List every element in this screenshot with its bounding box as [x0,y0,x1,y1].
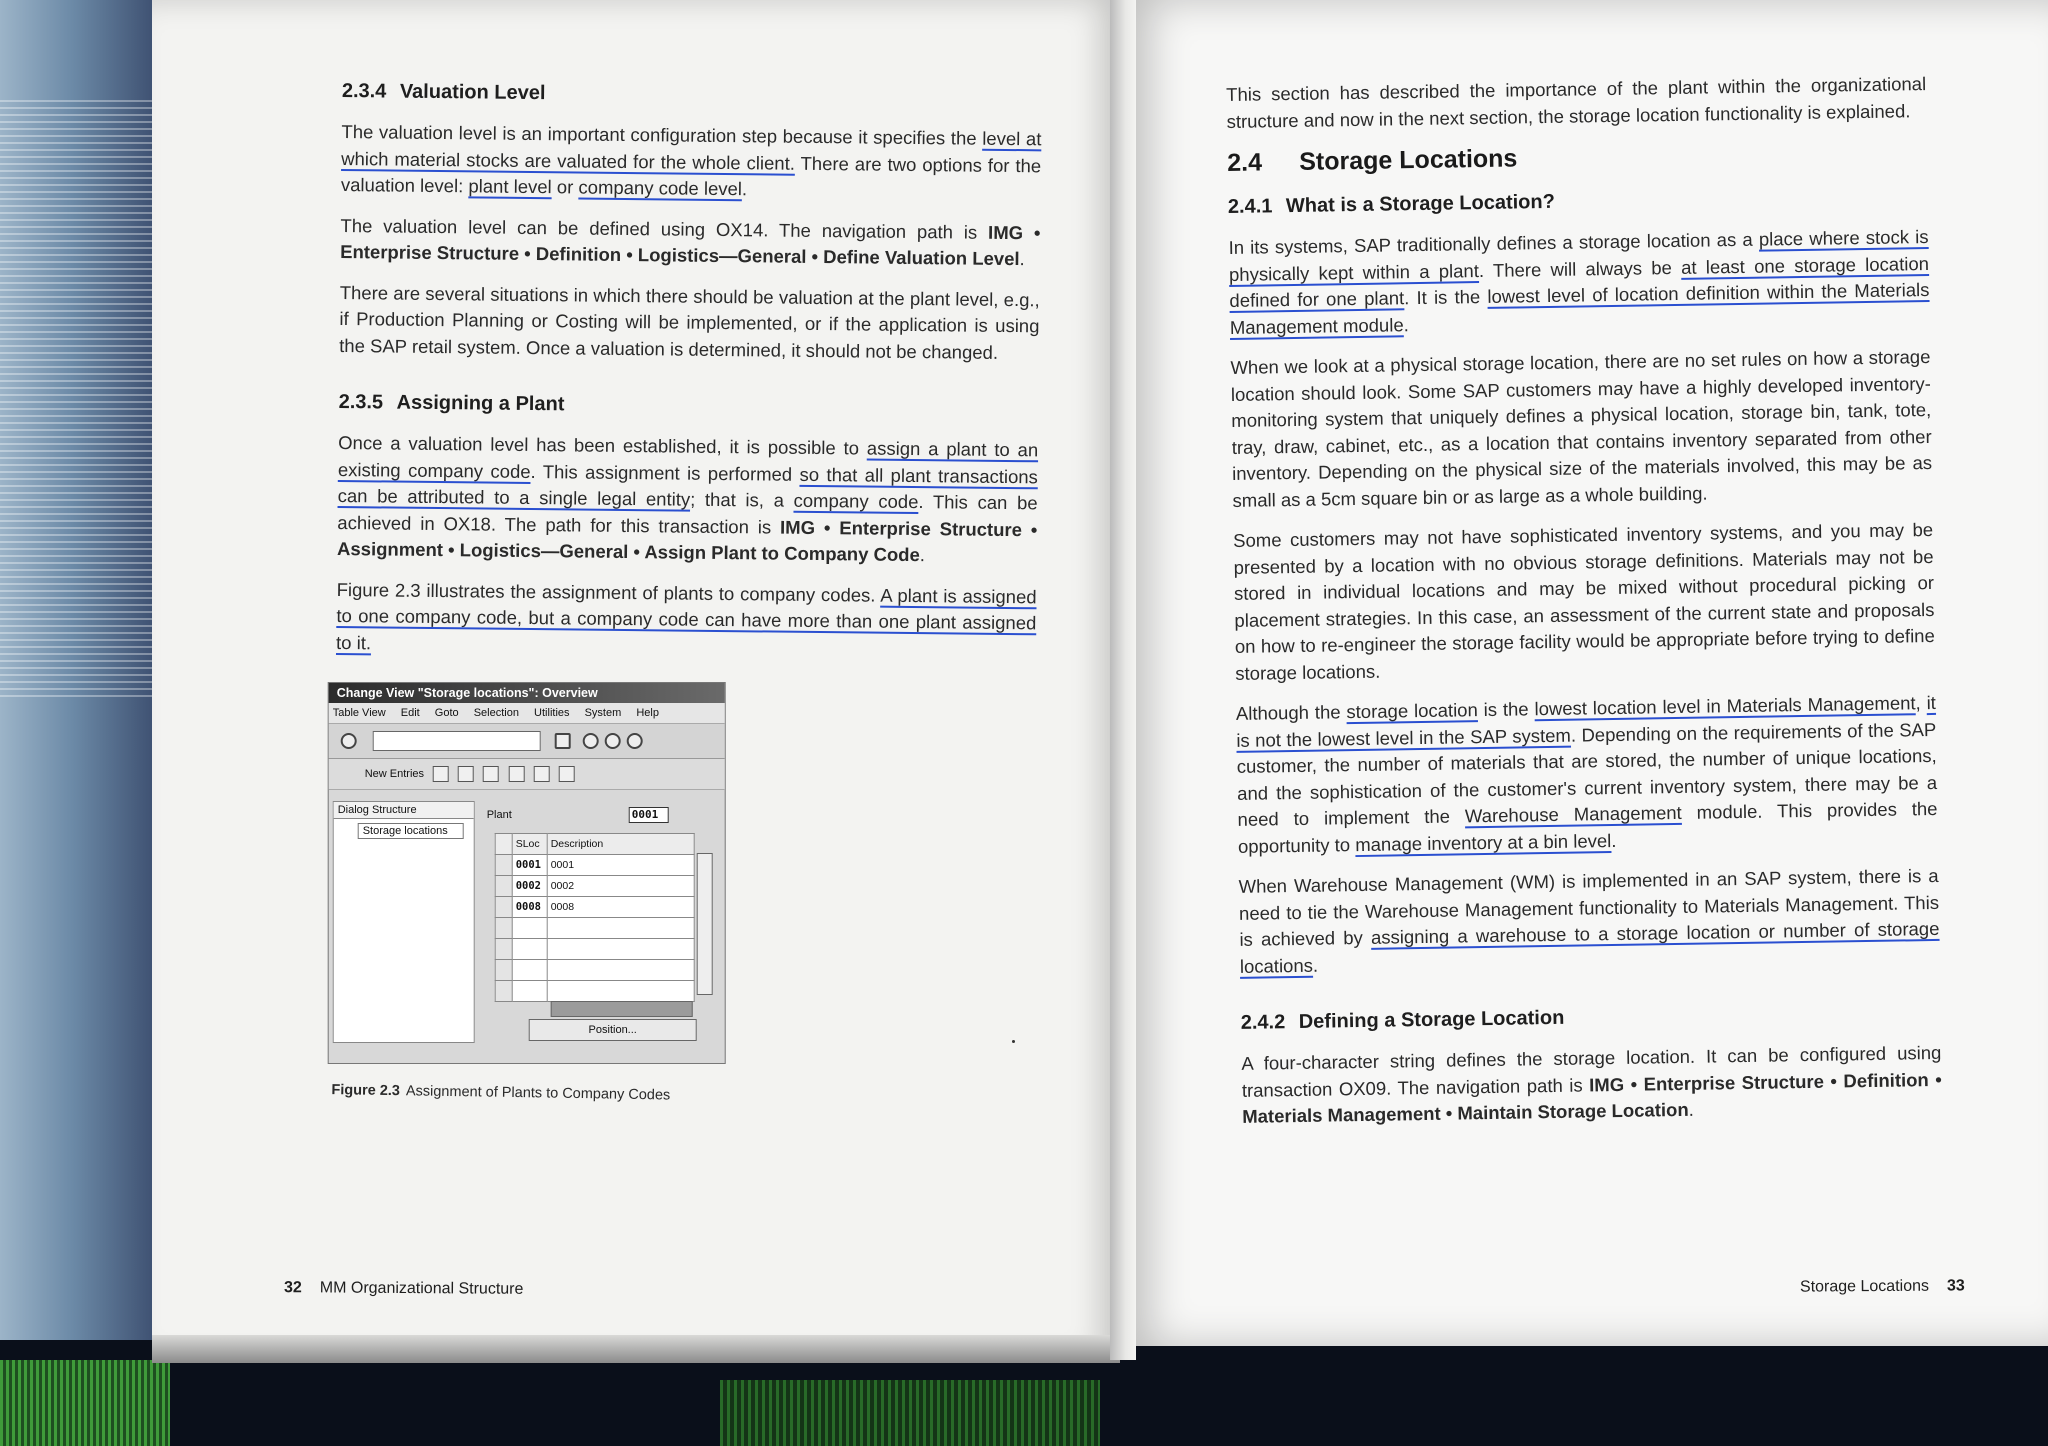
enter-icon [341,733,357,749]
underlined-text: lowest level of location definition within the Materials Management module [1229,278,1930,338]
heading-title: Storage Locations [1299,144,1518,176]
heading-title: Defining a Storage Location [1298,1006,1565,1033]
underlined-text: plant level [468,175,552,198]
menu-item-goto: Goto [434,706,459,719]
menu-item-utilities: Utilities [534,706,570,719]
paragraph: There are several situations in which there should be valuation at the plant level, e.g., if Production Planning or Costing will be implemented, or if the application is using the SAP retail system. Once a valuation is determined, it should not be changed. [339,281,1040,363]
delete-icon [458,766,474,782]
command-field [373,731,541,751]
plant-value-field: 0001 [629,807,669,823]
dialog-structure-tree [333,801,475,1043]
paragraph: The valuation level can be defined using OX14. The navigation path is IMG • Enterprise Structure • Definition • Logistics—General • Define Valuation Level. [340,214,1041,270]
running-title: Storage Locations [1799,1277,1930,1296]
paragraph: A four-character string defines the storage location. It can be configured using transaction OX09. The navigation path is IMG • Enterprise Structure • Definition • Materials Management • Maintain Storage Location. [1241,1041,1942,1127]
menu-item-help: Help [636,706,659,719]
caption-text: Assignment of Plants to Company Codes [405,1083,671,1104]
menu-bar [329,703,725,724]
menu-item-selection: Selection [473,706,519,719]
row-select-header [495,833,512,854]
storage-locations-panel [479,801,719,1041]
horizontal-scrollbar [551,1001,693,1017]
running-title: MM Organizational Structure [319,1279,524,1298]
storage-locations-table [495,833,695,1002]
deselect-icon [558,766,574,782]
menu-item-edit: Edit [400,706,420,719]
paragraph: The valuation level is an important configuration step because it specifies the level at which material stocks are valuated for the whole client. There are two options for the valuation level: plant level or company code level. [340,120,1042,200]
window-title: Change View "Storage locations": Overview [329,683,725,703]
column-header-sloc: SLoc [512,833,547,854]
description-cell: 0008 [547,896,694,917]
left-page-content [331,80,1042,1107]
heading-number: 2.3.5 [338,390,384,414]
table-row [495,875,694,896]
undo-icon [483,766,499,782]
underlined-text: at least one storage location defined for one plant [1229,252,1930,311]
page-speck [1012,1040,1015,1043]
table-row-empty [495,917,694,938]
underlined-text: assign a plant to an existing company code [337,437,1039,482]
paragraph: Although the storage location is the lowest location level in Materials Management, it is not the lowest level in the SAP system. Depending on the requirements of the SAP customer, the number of materials that are stored, the number of unique locations, and the sophistication of the customer's current inventory system, there may be a need to implement the Warehouse Management module. This provides the opportunity to manage inventory at a bin level. [1235,691,1938,857]
right-page-footer [1800,1277,1965,1296]
column-header-description: Description [547,833,694,854]
navigation-path: IMG • Enterprise Structure • Definition • Logistics—General • Define Valuation Level [340,221,1041,270]
vertical-scrollbar [697,853,713,995]
sloc-cell: 0008 [512,896,547,917]
heading-2-4-1 [1228,185,1928,219]
green-object-center [720,1380,1100,1446]
new-entries-label: New Entries [364,767,425,780]
plant-label: Plant [486,808,512,821]
caption-label: Figure 2.3 [331,1082,401,1100]
row-selector [495,875,512,896]
description-cell: 0001 [547,854,694,875]
cancel-icon [627,733,643,749]
right-page-content [1226,71,1943,1144]
book-spine-pattern [0,100,160,700]
standard-toolbar [329,724,725,759]
copy-icon [433,766,449,782]
underlined-text: assigning a warehouse to a storage location or number of storage locations [1239,917,1940,977]
table-row-empty [495,959,694,980]
table-row [495,854,694,875]
select-all-icon [508,766,524,782]
underlined-text: place where stock is physically kept within a plant [1228,225,1929,285]
sloc-cell: 0001 [512,854,547,875]
heading-number: 2.3.4 [341,80,387,103]
paragraph: When Warehouse Management (WM) is implemented in an SAP system, there is a need to tie the Warehouse Management functionality to Materials Management. This is achieved by assigning a warehouse to a storage location or number of storage locations. [1238,864,1940,977]
green-object-left [0,1360,170,1446]
save-icon [555,733,571,749]
left-page-edge [152,1335,1120,1363]
exit-icon [605,733,621,749]
underlined-text: it is not the lowest level in the SAP system [1236,691,1937,751]
row-selector [495,896,512,917]
underlined-text: Warehouse Management [1464,801,1682,827]
underlined-text: company code level [578,176,743,200]
back-icon [583,733,599,749]
heading-title: Assigning a Plant [396,391,565,416]
underlined-text: so that all plant transactions can be attributed to a single legal entity [337,463,1038,510]
underlined-text: level at which material stocks are valuated for the whole client. [341,127,1042,174]
application-toolbar [329,759,725,790]
underlined-text: lowest location level in Materials Management [1534,692,1916,720]
underlined-text: A plant is assigned to one company code, but a company code can have more than one plant assigned to it. [336,584,1037,653]
underlined-text: storage location [1346,699,1478,723]
menu-item-system: System [584,706,622,719]
book-gutter [1110,0,1136,1360]
heading-number: 2.4 [1227,148,1263,177]
paragraph: Some customers may not have sophisticated inventory systems, and you may be presented by a location with no obvious storage definitions. Materials may not be stored in individual locations and may be mixed without procedural picking or placement strategies. In this case, an assessment of the current state and proposals on how to re-engineer the storage facility would be appropriate before trying to define storage locations. [1233,518,1935,684]
page-number: 33 [1946,1277,1965,1295]
tree-header: Dialog Structure [334,802,474,819]
heading-title: What is a Storage Location? [1285,190,1556,218]
menu-item-table-view: Table View [332,706,386,719]
heading-title: Valuation Level [399,80,546,105]
sloc-cell: 0002 [512,875,547,896]
heading-2-4 [1227,138,1927,178]
tree-node-storage-locations: Storage locations [358,823,464,839]
description-cell: 0002 [547,875,694,896]
row-selector [495,854,512,875]
heading-number: 2.4.1 [1227,195,1273,218]
position-button: Position... [529,1019,697,1041]
left-page-footer [284,1279,524,1299]
table-row-empty [495,980,694,1001]
paragraph: In its systems, SAP traditionally defines a storage location as a place where stock is physically kept within a plant. There will always be at least one storage location defined for one plant. It is the lowest level of location definition within the Materials Management module. [1228,225,1930,338]
page-number: 32 [283,1279,302,1297]
underlined-text: company code [793,489,919,513]
paragraph: Once a valuation level has been established, it is possible to assign a plant to an existing company code. This assignment is performed so that all plant transactions can be attributed to a single legal entity; that is, a company code. This can be achieved in OX18. The path for this transaction is IMG • Enterprise Structure • Assignment • Logistics—General • Assign Plant to Company Code. [336,431,1039,566]
sap-screenshot-figure [328,682,726,1064]
paragraph: When we look at a physical storage location, there are no set rules on how a storage location should look. Some SAP customers may have a highly developed inventory-monitoring system that uniquely defines a physical location, storage bin, tank, tote, tray, draw, cabinet, etc., as a location that contains inventory separated from other inventory. Depending on the physical size of the materials involved, this may be as small as a 5cm square bin or as large as a whole building. [1230,345,1933,511]
heading-number: 2.4.2 [1240,1011,1286,1034]
underlined-text: manage inventory at a bin level [1355,829,1612,855]
select-block-icon [533,766,549,782]
paragraph: This section has described the importance of the plant within the organizational structure and now in the next section, the storage location functionality is explained. [1226,73,1927,132]
paragraph: Figure 2.3 illustrates the assignment of plants to company codes. A plant is assigned to one company code, but a company code can have more than one plant assigned to it. [336,578,1037,653]
table-row-empty [495,938,694,959]
table-row [495,896,694,917]
navigation-path: IMG • Enterprise Structure • Assignment • Logistics—General • Assign Plant to Company Code [336,516,1038,566]
navigation-path: IMG • Enterprise Structure • Definition • Materials Management • Maintain Storage Location [1242,1068,1942,1127]
